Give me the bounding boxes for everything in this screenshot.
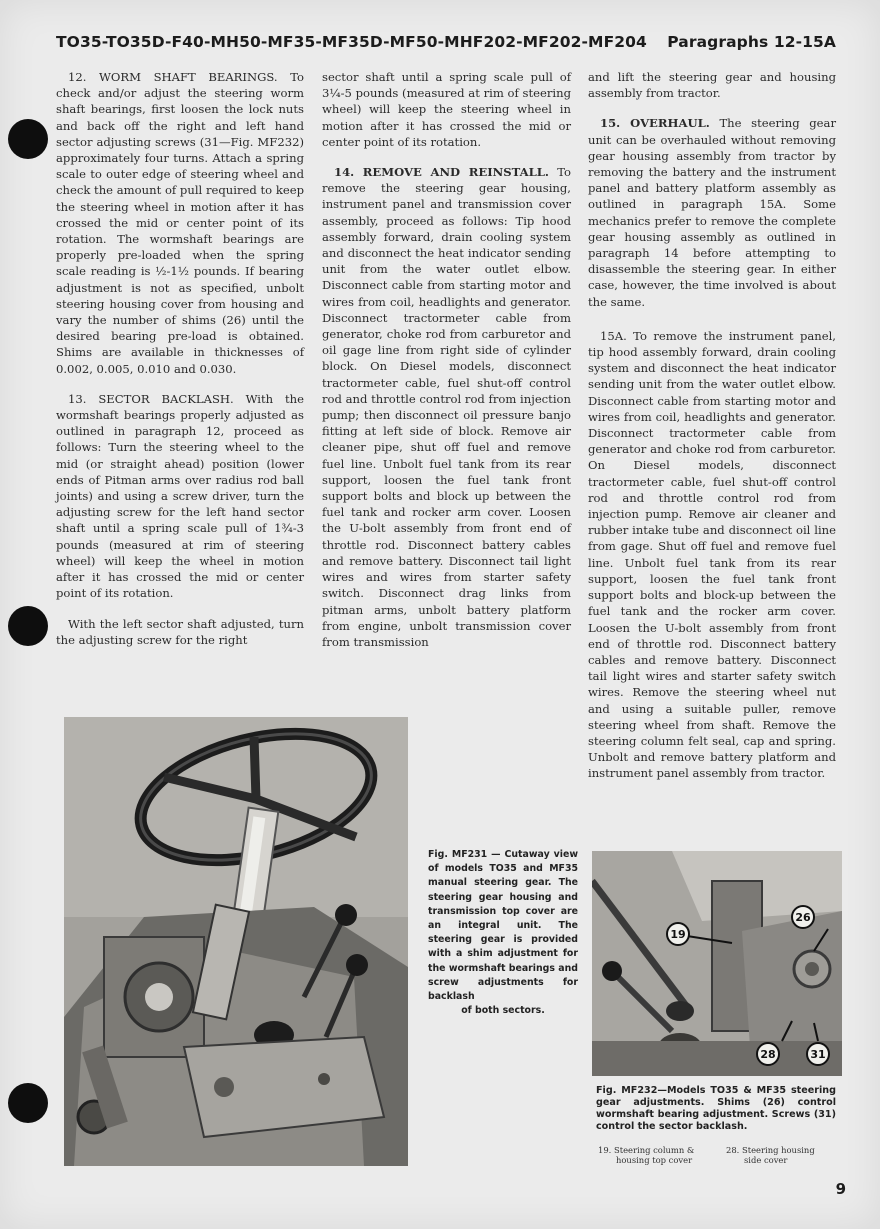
legend-19-line2: housing top cover <box>616 1155 693 1165</box>
header-paragraphs: Paragraphs 12-15A <box>667 33 836 51</box>
paragraph-14 <box>322 164 571 650</box>
heading-remove-and-reinstall: 14. REMOVE AND REINSTALL. <box>334 165 549 180</box>
callout-19 <box>667 923 689 945</box>
callout-31-label: 31 <box>810 1048 826 1061</box>
legend-28-line1: Steering housing <box>742 1145 815 1155</box>
callout-19-label: 19 <box>670 928 686 941</box>
heading-worm-shaft-bearings: 12. WORM SHAFT BEARINGS. <box>68 70 278 84</box>
heading-overhaul: 15. OVERHAUL. <box>600 116 710 131</box>
legend-19-line1: Steering column & <box>614 1145 695 1155</box>
paragraph-15a: 15A. To remove the instrument panel, tip hood assembly forward, drain cooling system and disconnect the heat indicator sending unit from the water outlet elbow. Disconnect cable from starting motor and wires from coil, headlights and generator. Disconnect tractormeter cable from generator and choke rod from carburetor. On Diesel models, disconnect tractormeter cable, fuel shut-off control rod and throttle control rod from injection pump. Remove air cleaner and rubber intake tube and disconnect oil line from gage. Shut off fuel and remove fuel line. Unbolt fuel tank from its rear support, loosen the fuel tank front support bolts and block-up between the fuel tank and the rocker arm cover. Loosen the U-bolt assembly from front end of throttle rod. Disconnect battery cables and remove battery. Disconnect tail light wires and starter safety switch wires. Remove the steering wheel nut and using a suitable puller, remove steering wheel from shaft. Remove the steering column felt seal, cap and spring. Unbolt and remove battery platform and instrument panel assembly from tractor. <box>588 328 836 781</box>
paragraph-12 <box>56 69 304 377</box>
legend-28-line2: side cover <box>744 1155 788 1165</box>
paragraph-13-end: sector shaft until a spring scale pull of 3¼-5 pounds (measured at rim of steering wheel) will keep the steering wheel in motion after it has crossed the mid or center point of its rotation. <box>322 70 571 149</box>
figure-mf232-caption: Fig. MF232—Models TO35 & MF35 steering gear adjustments. Shims (26) control wormshaft bearing adjustment. Screws (31) control the sector backlash. <box>596 1085 836 1132</box>
header-models: TO35-TO35D-F40-MH50-MF35-MF35D-MF50-MHF202-MF202-MF204 <box>56 33 647 51</box>
callout-26 <box>792 906 814 928</box>
page-header <box>56 33 836 57</box>
paragraph-15 <box>588 115 836 309</box>
figure-mf231-photo <box>64 717 408 1166</box>
paragraph-13-body: With the wormshaft bearings properly adjusted as outlined in paragraph 12, proceed as follows: Turn the steering wheel to the mid (or straight ahead) position (lower ends of Pitman arms over radius rod ball joints) and using a screw driver, turn the adjusting screw for the left hand sector shaft until a spring scale pull of 1¾-3 pounds (measured at rim of steering wheel) will keep the wheel in motion after it has crossed the mid or center point of its rotation. <box>56 391 304 601</box>
callout-26-label: 26 <box>795 911 811 924</box>
text-column-2 <box>322 69 571 664</box>
figure-mf231-caption-last-line: of both sectors. <box>461 1005 545 1017</box>
legend-item-19 <box>598 1145 720 1165</box>
page-number: 9 <box>835 1180 846 1198</box>
steering-gear-cutaway-illustration <box>64 717 408 1166</box>
callout-28 <box>757 1043 779 1065</box>
legend-item-28 <box>726 1145 842 1165</box>
figure-mf231-caption <box>428 848 578 1018</box>
paragraph-15-body: The steering gear unit can be overhauled without removing gear housing assembly from tractor by removing the battery and the instrument panel and battery platform assembly as outlined in paragraph 15A. Some mechanics prefer to remove the complete gear housing assembly as outlined in paragraph 14 before attempting to disassemble the steering gear. In either case, however, the time involved is about the same. <box>588 116 836 309</box>
legend-19-number: 19. <box>598 1145 612 1155</box>
binder-hole-top <box>8 119 48 159</box>
paragraph-12-body: To check and/or adjust the steering worm shaft bearings, first loosen the lock nuts and back off the right and left hand sector adjusting screws (31—Fig. MF232) approximately four turns. Attach a spring scale to outer edge of steering wheel and check the amount of pull required to keep the steering wheel in motion after it has crossed the mid or center point of its rotation. The wormshaft bearings are properly pre-loaded when the spring scale reading is ½-1½ pounds. If bearing adjustment is not as specified, unbolt steering housing cover from housing and vary the number of shims (26) until the desired bearing pre-load is obtained. Shims are available in thicknesses of 0.002, 0.005, 0.010 and 0.030. <box>56 70 304 376</box>
paragraph-13 <box>56 391 304 602</box>
callout-28-label: 28 <box>760 1048 776 1061</box>
figure-mf232-photo <box>592 851 842 1076</box>
callout-31 <box>807 1043 829 1065</box>
legend-28-number: 28. <box>726 1145 740 1155</box>
text-column-1 <box>56 69 304 662</box>
steering-adjustments-photo <box>592 851 842 1076</box>
paragraph-14-body: To remove the steering gear housing, instrument panel and transmission cover assembly, proceed as follows: Tip hood assembly forward, drain cooling system and disconnect the heat indicator sending unit from the water outlet elbow. Disconnect cable from starting motor and wires from coil, headlights and generator. Disconnect tractormeter cable from generator, choke rod from carburetor and oil gage line from right side of cylinder block. On Diesel models, disconnect tractormeter cable, fuel shut-off control rod and throttle control rod from injection pump; then disconnect oil pressure banjo fitting at left side of block. Remove air cleaner pipe, shut off fuel and remove fuel line. Unbolt fuel tank from its rear support, loosen the fuel tank front support bolts and block up between the fuel tank and rocker arm cover. Loosen the U-bolt assembly from front end of throttle rod. Disconnect battery cables and remove battery. Disconnect tail light wires and wires from starter safety switch. Disconnect drag links from pitman arms, unbolt battery platform from engine, unbolt transmission cover from transmission <box>322 165 572 649</box>
text-column-3 <box>588 69 836 796</box>
paragraph-13-continued: With the left sector shaft adjusted, turn the adjusting screw for the right <box>56 616 304 647</box>
binder-hole-bottom <box>8 1083 48 1123</box>
binder-hole-middle <box>8 606 48 646</box>
figure-mf231-caption-text: Fig. MF231 — Cutaway view of models TO35 and MF35 manual steering gear. The steering gear housing and transmission top cover are an integral unit. The steering gear is provided with a shim adjustment for the wormshaft bearings and screw adjustments for backlash <box>428 849 578 1003</box>
paragraph-14-end: and lift the steering gear and housing assembly from tractor. <box>588 70 836 101</box>
heading-sector-backlash: 13. SECTOR BACKLASH. <box>68 391 234 406</box>
